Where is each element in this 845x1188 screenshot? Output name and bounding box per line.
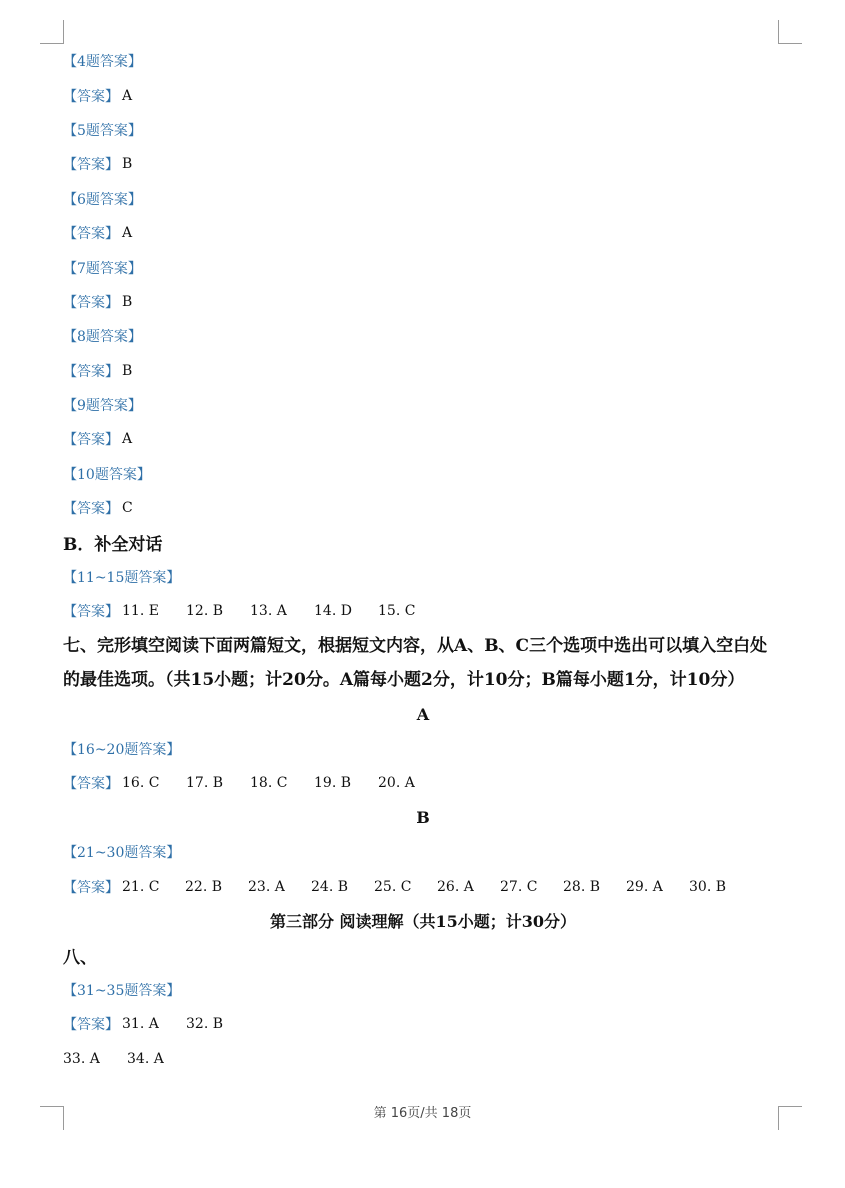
- answer-item: 21. C: [122, 878, 160, 895]
- question-tag: [63, 973, 783, 1007]
- q5-tag: 【5题答案】: [63, 122, 142, 139]
- answer-item: 20. A: [378, 775, 415, 792]
- answer-item: 32. B: [186, 1016, 224, 1033]
- q21-30-tag: 【21~30题答案】: [63, 845, 181, 862]
- answer-label: 【答案】: [63, 1017, 119, 1034]
- question-tag: [63, 732, 783, 766]
- question-tag: [63, 835, 783, 869]
- answer-value: C: [122, 500, 133, 517]
- answer-item: 12. B: [186, 603, 224, 620]
- question-tag: [63, 44, 783, 78]
- answer-item: 28. B: [563, 878, 601, 895]
- answer-value: A: [122, 431, 133, 448]
- answer-label: 【答案】: [63, 157, 119, 174]
- answer-line: [63, 594, 783, 628]
- answer-label: 【答案】: [63, 501, 119, 518]
- answer-line: [63, 78, 783, 112]
- part-3-heading: 第三部分 阅读理解（共15小题；计30分）: [269, 912, 577, 932]
- answer-label: 【答案】: [63, 88, 119, 105]
- part-b-title: B: [416, 808, 430, 828]
- q31-35-tag: 【31~35题答案】: [63, 982, 181, 999]
- answer-values: [122, 1016, 250, 1032]
- answer-item: 22. B: [185, 878, 223, 895]
- answer-line: [63, 869, 783, 903]
- answer-item: 25. C: [374, 878, 412, 895]
- answer-item: 34. A: [127, 1050, 164, 1067]
- section-b-heading: B．补全对话: [63, 535, 163, 556]
- q9-tag: 【9题答案】: [63, 398, 142, 415]
- answer-value: A: [122, 87, 133, 104]
- question-tag: [63, 319, 783, 353]
- answer-line: [63, 422, 783, 456]
- answer-value: B: [122, 293, 133, 310]
- answer-line: [63, 285, 783, 319]
- answer-item: 27. C: [500, 878, 538, 895]
- answer-label: 【答案】: [63, 604, 119, 621]
- answer-item: 14. D: [314, 603, 352, 620]
- answer-label: 【答案】: [63, 432, 119, 449]
- answer-item: 33. A: [63, 1050, 100, 1067]
- section-8-heading: 八、: [63, 947, 97, 968]
- q6-tag: 【6题答案】: [63, 191, 142, 208]
- answer-label: 【答案】: [63, 226, 119, 243]
- answer-line: [63, 1007, 783, 1041]
- q4-tag: 【4题答案】: [63, 54, 142, 71]
- answer-item: 16. C: [122, 775, 160, 792]
- answer-label: 【答案】: [63, 363, 119, 380]
- section-7-heading: 七、完形填空阅读下面两篇短文，根据短文内容，从A、B、C三个选项中选出可以填入空白处的最佳选项。（共15小题；计20分。A篇每小题2分，计10分；B篇每小题1分，计10分）: [63, 635, 768, 691]
- q16-20-tag: 【16~20题答案】: [63, 742, 181, 759]
- question-tag: [63, 457, 783, 491]
- answer-item: 29. A: [626, 878, 663, 895]
- answer-line: [63, 354, 783, 388]
- answer-values: [122, 603, 442, 619]
- answer-item: 24. B: [311, 878, 349, 895]
- answer-line: [63, 491, 783, 525]
- part-a-title: A: [416, 705, 430, 725]
- answer-item: 15. C: [378, 603, 416, 620]
- q11-15-tag: 【11~15题答案】: [63, 570, 181, 587]
- answer-item: 30. B: [689, 878, 727, 895]
- answer-values: [122, 775, 442, 791]
- answer-item: 23. A: [248, 878, 285, 895]
- answer-line: [63, 147, 783, 181]
- answer-item: 13. A: [250, 603, 287, 620]
- answer-values: [122, 879, 752, 895]
- question-tag: [63, 113, 783, 147]
- question-tag: [63, 182, 783, 216]
- answer-line: [63, 216, 783, 250]
- question-tag: [63, 250, 783, 284]
- question-tag: [63, 560, 783, 594]
- answer-label: 【答案】: [63, 294, 119, 311]
- answer-line: [63, 766, 783, 800]
- question-tag: [63, 388, 783, 422]
- answer-value: B: [122, 156, 133, 173]
- q7-tag: 【7题答案】: [63, 260, 142, 277]
- page-number: 第 16页/共 18页: [373, 1106, 472, 1121]
- answer-value: B: [122, 362, 133, 379]
- answer-label: 【答案】: [63, 776, 119, 793]
- document-body: [63, 44, 783, 1076]
- answer-item: 19. B: [314, 775, 352, 792]
- answer-item: 18. C: [250, 775, 288, 792]
- q8-tag: 【8题答案】: [63, 329, 142, 346]
- answer-line-continued: [63, 1041, 783, 1075]
- answer-item: 31. A: [122, 1016, 159, 1033]
- q10-tag: 【10题答案】: [63, 466, 151, 483]
- answer-item: 11. E: [122, 603, 159, 620]
- answer-value: A: [122, 225, 133, 242]
- answer-item: 26. A: [437, 878, 474, 895]
- answer-item: 17. B: [186, 775, 224, 792]
- answer-label: 【答案】: [63, 879, 119, 896]
